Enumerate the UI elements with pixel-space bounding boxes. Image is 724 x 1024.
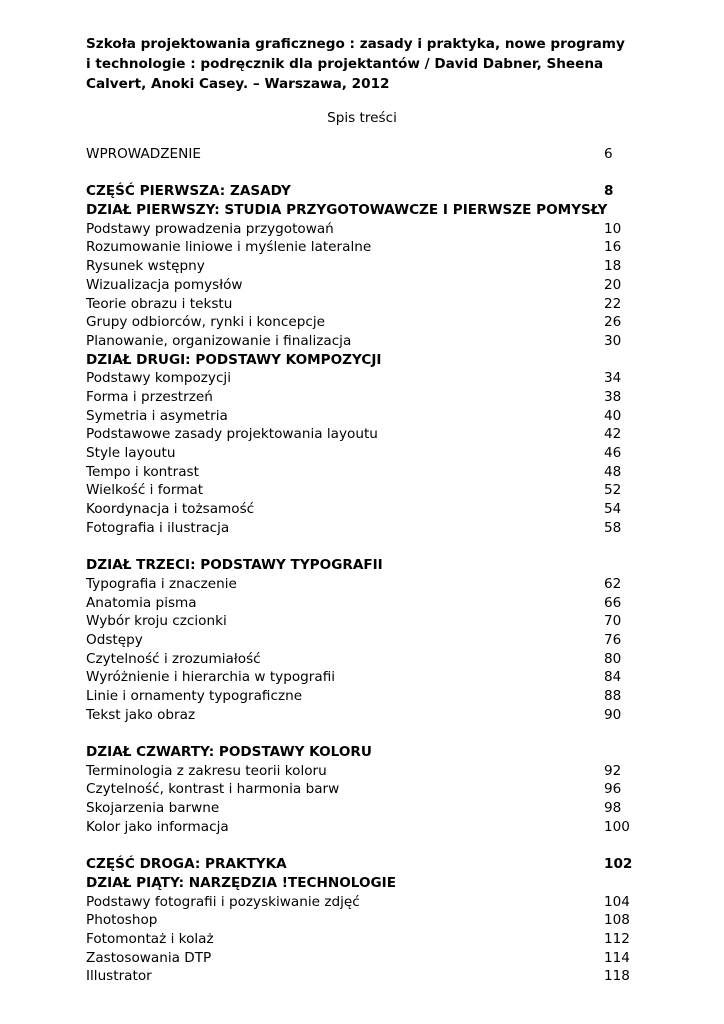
toc-entry-page: 88 [604, 687, 622, 704]
toc-entry-title: Teorie obrazu i tekstu [86, 295, 233, 312]
toc-entry [86, 668, 646, 687]
toc-entry-title: Czytelność i zrozumiałość [86, 650, 261, 667]
toc-entry [86, 687, 646, 706]
toc-entry [86, 220, 646, 239]
toc-section-heading [86, 182, 646, 201]
toc-entry [86, 706, 646, 725]
toc-entry-page: 42 [604, 426, 622, 443]
toc-entry-page: 102 [604, 856, 633, 873]
toc-entry-page: 52 [604, 482, 622, 499]
toc-spacer [86, 537, 646, 556]
toc-section-heading [86, 743, 646, 762]
toc-spacer [86, 164, 646, 183]
toc-entry-page: 100 [604, 818, 630, 835]
toc-spacer [86, 724, 646, 743]
toc-entry-page: 96 [604, 781, 622, 798]
toc-entry-page: 112 [604, 930, 630, 947]
toc-entry [86, 612, 646, 631]
toc-entry [86, 145, 646, 164]
toc-entry [86, 911, 646, 930]
toc-entry-page: 62 [604, 575, 622, 592]
toc-entry-page: 58 [604, 519, 622, 536]
toc-entry-page: 40 [604, 407, 622, 424]
toc-entry-page: 104 [604, 893, 630, 910]
toc-entry-title: Rysunek wstępny [86, 258, 205, 275]
toc-entry-page: 90 [604, 706, 622, 723]
toc-entry [86, 594, 646, 613]
toc-entry [86, 818, 646, 837]
toc-entry-title: WPROWADZENIE [86, 146, 201, 162]
toc-entry-title: Planowanie, organizowanie i finalizacja [86, 332, 352, 349]
toc-entry [86, 799, 646, 818]
toc-entry-title: Grupy odbiorców, rynki i koncepcje [86, 314, 325, 331]
toc-entry-page: 30 [604, 332, 622, 349]
toc-entry-title: DZIAŁ PIERWSZY: STUDIA PRZYGOTOWAWCZE I PIERWSZE POMYSŁY [86, 202, 608, 219]
toc-entry [86, 463, 646, 482]
toc-section-heading [86, 874, 646, 893]
toc-entry [86, 930, 646, 949]
toc-entry-page: 114 [604, 949, 630, 966]
toc-entry-title: Tekst jako obraz [86, 706, 196, 723]
toc-entry-title: Wybór kroju czcionki [86, 613, 227, 630]
toc-section-heading [86, 855, 646, 874]
toc-entry [86, 575, 646, 594]
toc-entry-page: 20 [604, 276, 622, 293]
toc-entry-title: Podstawy fotografii i pozyskiwanie zdjęć [86, 893, 360, 910]
toc-entry-title: Forma i przestrzeń [86, 388, 213, 405]
toc-entry-title: Skojarzenia barwne [86, 800, 220, 817]
table-of-contents [86, 145, 646, 986]
toc-entry-title: Tempo i kontrast [86, 463, 199, 480]
toc-entry-page: 80 [604, 650, 622, 667]
toc-entry-title: Rozumowanie liniowe i myślenie lateralne [86, 239, 372, 256]
toc-entry [86, 425, 646, 444]
toc-entry [86, 500, 646, 519]
toc-entry [86, 295, 646, 314]
toc-entry-title: Illustrator [86, 968, 152, 985]
header-line-2: i technologie : podręcznik dla projektantów / David Dabner, Sheena [86, 56, 604, 72]
toc-entry-title: CZĘŚĆ PIERWSZA: ZASADY [86, 183, 291, 200]
header-line-1: Szkoła projektowania graficznego : zasady i praktyka, nowe programy [86, 36, 625, 52]
toc-entry [86, 949, 646, 968]
toc-title: Spis treści [327, 110, 397, 126]
toc-entry-title: DZIAŁ PIĄTY: NARZĘDZIA !TECHNOLOGIE [86, 874, 397, 891]
toc-entry [86, 407, 646, 426]
toc-entry-title: CZĘŚĆ DROGA: PRAKTYKA [86, 856, 287, 873]
toc-entry-title: Anatomia pisma [86, 594, 197, 611]
toc-entry [86, 519, 646, 538]
toc-entry-title: DZIAŁ CZWARTY: PODSTAWY KOLORU [86, 744, 372, 760]
toc-entry-title: Photoshop [86, 912, 158, 929]
toc-entry-title: Zastosowania DTP [86, 949, 212, 966]
toc-entry-page: 46 [604, 445, 622, 461]
toc-entry-title: Fotomontaż i kolaż [86, 930, 214, 947]
toc-entry-page: 38 [604, 388, 622, 405]
toc-entry-title: Typografia i znaczenie [86, 575, 237, 592]
toc-entry [86, 238, 646, 257]
toc-entry-title: Style layoutu [86, 445, 176, 461]
bibliographic-header [86, 34, 646, 94]
toc-entry-page: 18 [604, 258, 622, 275]
toc-entry-title: Symetria i asymetria [86, 407, 228, 424]
toc-entry-page: 8 [604, 183, 614, 200]
toc-entry [86, 444, 646, 463]
toc-entry-title: DZIAŁ DRUGI: PODSTAWY KOMPOZYCJI [86, 351, 382, 368]
header-line-3: Calvert, Anoki Casey. – Warszawa, 2012 [86, 76, 390, 92]
toc-entry-page: 26 [604, 314, 622, 331]
toc-entry-title: Kolor jako informacja [86, 818, 229, 835]
toc-entry-page: 48 [604, 463, 622, 480]
toc-entry [86, 650, 646, 669]
toc-entry-page: 10 [604, 220, 622, 237]
toc-spacer [86, 836, 646, 855]
toc-entry [86, 388, 646, 407]
toc-entry-title: Podstawy kompozycji [86, 370, 231, 387]
toc-entry-title: Wyróżnienie i hierarchia w typografii [86, 669, 336, 686]
toc-entry-page: 92 [604, 762, 622, 779]
toc-entry-title: DZIAŁ TRZECI: PODSTAWY TYPOGRAFII [86, 557, 383, 574]
toc-entry-title: Podstawy prowadzenia przygotowań [86, 220, 334, 237]
toc-entry-title: Odstępy [86, 631, 143, 648]
toc-entry [86, 481, 646, 500]
toc-entry-title: Podstawowe zasady projektowania layoutu [86, 426, 378, 443]
toc-entry [86, 276, 646, 295]
toc-entry-page: 76 [604, 631, 622, 648]
toc-entry-page: 118 [604, 968, 630, 985]
toc-entry-page: 70 [604, 613, 622, 630]
toc-entry [86, 313, 646, 332]
toc-section-heading [86, 201, 646, 220]
toc-entry-page: 84 [604, 669, 622, 686]
toc-entry [86, 369, 646, 388]
toc-entry-title: Linie i ornamenty typograficzne [86, 687, 303, 704]
toc-entry [86, 332, 646, 351]
toc-entry [86, 780, 646, 799]
toc-entry-page: 66 [604, 594, 622, 611]
toc-entry-title: Koordynacja i tożsamość [86, 501, 255, 518]
toc-section-heading [86, 556, 646, 575]
toc-entry-title: Fotografia i ilustracja [86, 519, 230, 536]
toc-entry-page: 108 [604, 912, 630, 929]
toc-entry [86, 893, 646, 912]
toc-entry-title: Wizualizacja pomysłów [86, 276, 243, 293]
toc-entry-page: 16 [604, 239, 622, 256]
toc-entry-title: Terminologia z zakresu teorii koloru [86, 762, 327, 779]
toc-entry [86, 631, 646, 650]
toc-section-heading [86, 351, 646, 370]
toc-entry [86, 967, 646, 986]
toc-entry [86, 257, 646, 276]
toc-entry-page: 34 [604, 370, 622, 387]
toc-entry-title: Czytelność, kontrast i harmonia barw [86, 781, 340, 798]
toc-entry-page: 54 [604, 501, 622, 518]
toc-entry-page: 98 [604, 800, 622, 817]
toc-entry [86, 762, 646, 781]
toc-entry-page: 22 [604, 295, 622, 312]
toc-entry-page: 6 [604, 146, 613, 162]
toc-entry-title: Wielkość i format [86, 482, 204, 499]
